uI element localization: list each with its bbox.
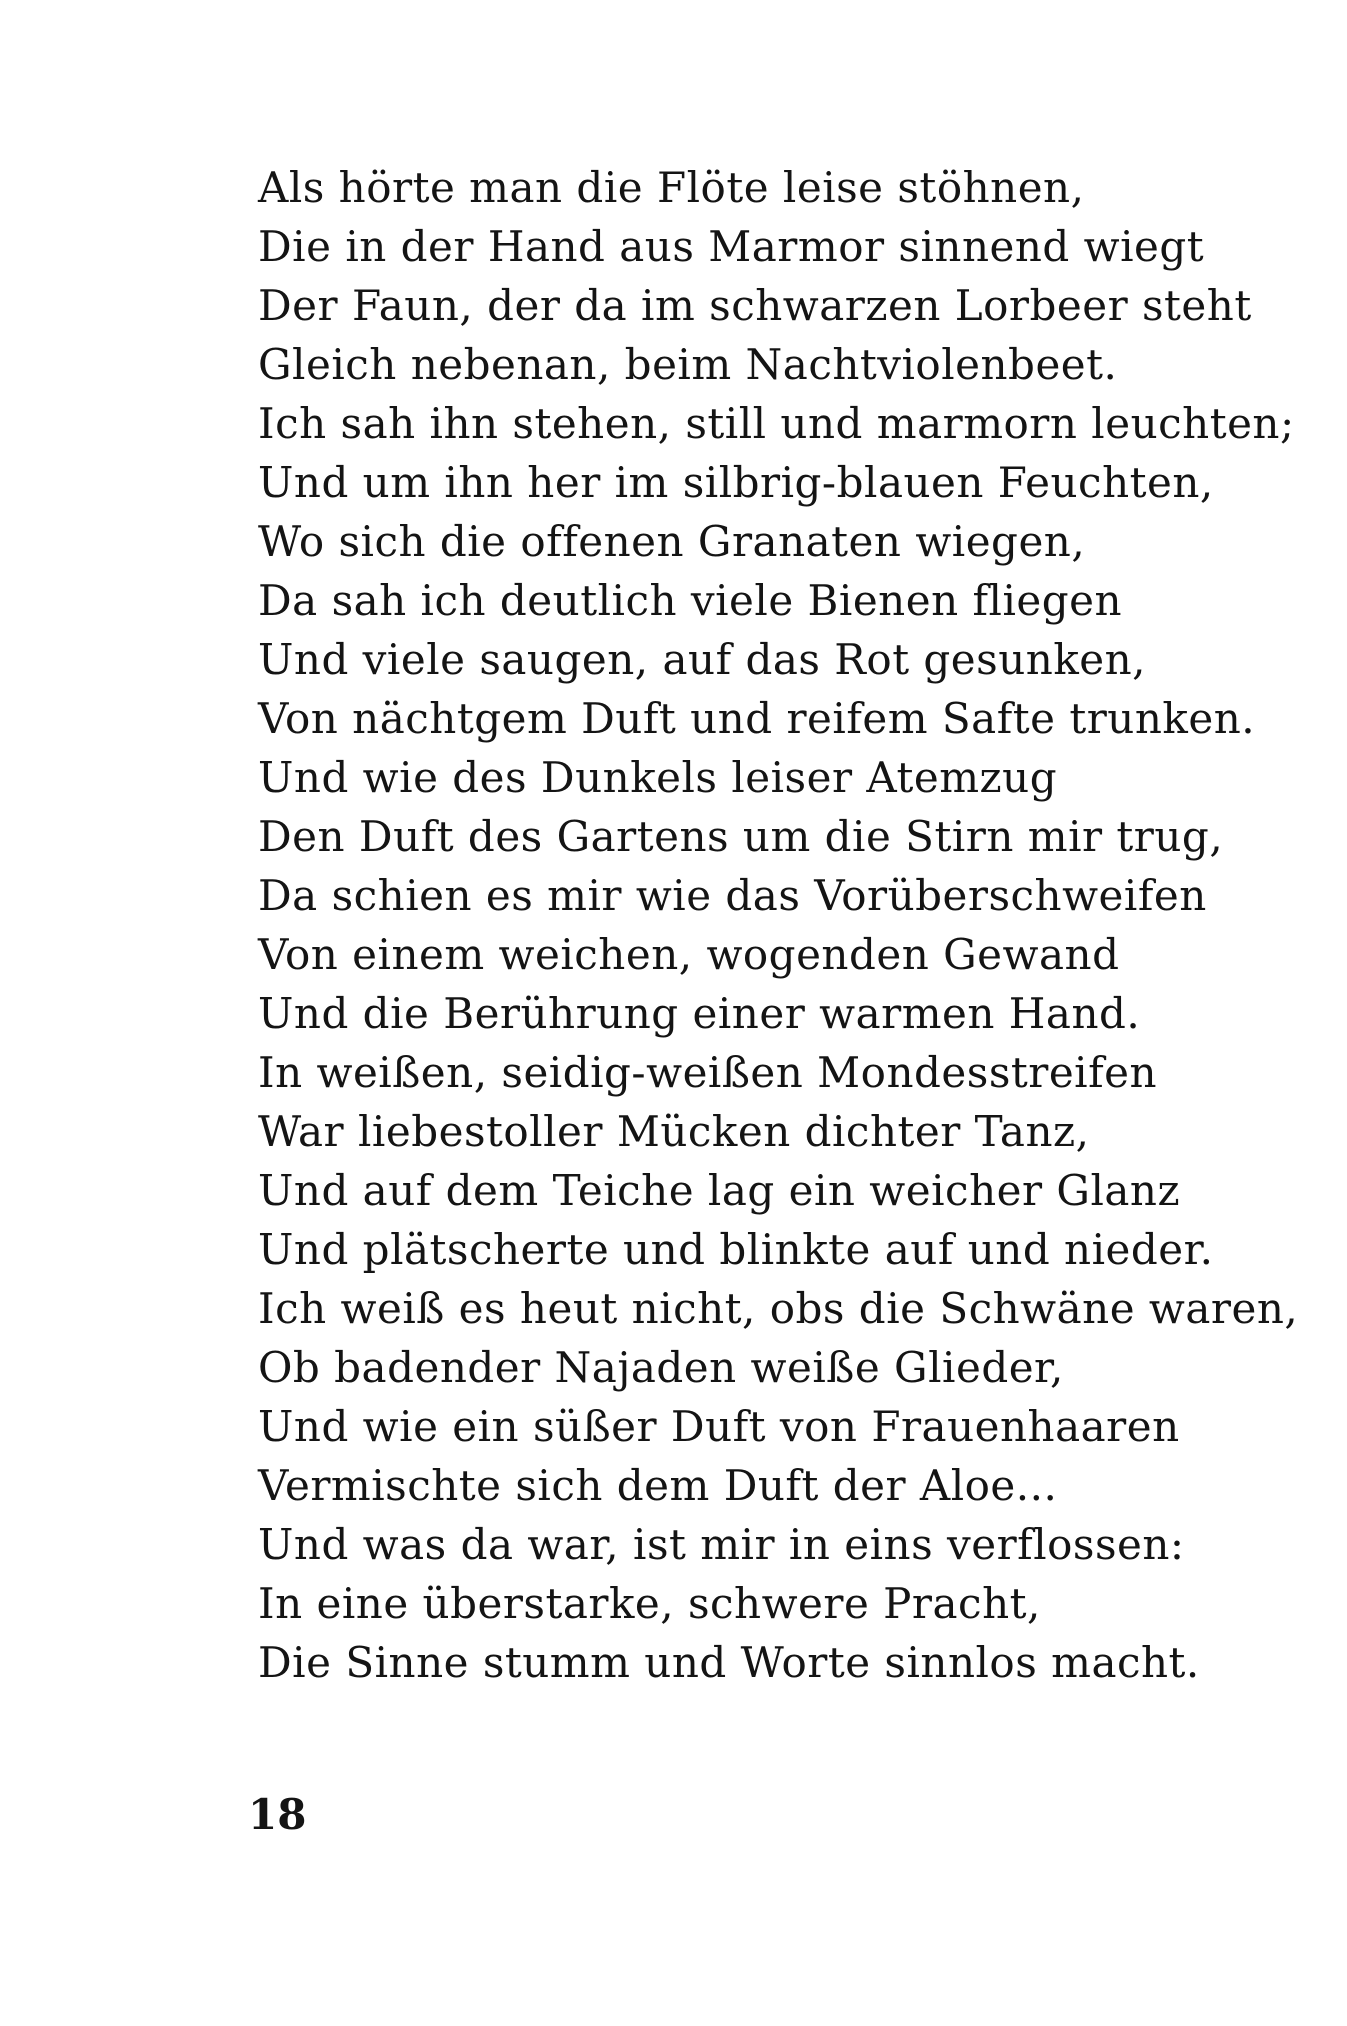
poem-line: Und die Berührung einer warmen Hand. <box>258 989 1141 1038</box>
poem-line: Der Faun, der da im schwarzen Lorbeer steht <box>258 281 1252 330</box>
poem-line: Und wie ein süßer Duft von Frauenhaaren <box>258 1402 1180 1451</box>
poem-line: Die in der Hand aus Marmor sinnend wiegt <box>258 222 1205 271</box>
poem-line: Von einem weichen, wogenden Gewand <box>258 930 1120 979</box>
poem-line: In weißen, seidig-weißen Mondesstreifen <box>258 1048 1158 1097</box>
poem-line: Und viele saugen, auf das Rot gesunken, <box>258 635 1147 684</box>
poem-text <box>258 158 1299 1692</box>
poem-line: War liebestoller Mücken dichter Tanz, <box>258 1107 1090 1156</box>
poem-line: Die Sinne stumm und Worte sinnlos macht. <box>258 1638 1200 1687</box>
poem-line: Wo sich die offenen Granaten wiegen, <box>258 517 1086 566</box>
poem-line: Und auf dem Teiche lag ein weicher Glanz <box>258 1166 1181 1215</box>
poem-line: Und plätscherte und blinkte auf und nieder. <box>258 1225 1214 1274</box>
poem-line: In eine überstarke, schwere Pracht, <box>258 1579 1041 1628</box>
poem-line: Ob badender Najaden weiße Glieder, <box>258 1343 1064 1392</box>
poem-line: Gleich nebenan, beim Nachtviolenbeet. <box>258 340 1118 389</box>
poem-line: Und um ihn her im silbrig-blauen Feuchten, <box>258 458 1214 507</box>
poem-line: Den Duft des Gartens um die Stirn mir trug, <box>258 812 1224 861</box>
poem-line: Da schien es mir wie das Vorüberschweifen <box>258 871 1207 920</box>
page-number: 18 <box>248 1790 307 1839</box>
poem-line: Und was da war, ist mir in eins verflossen: <box>258 1520 1185 1569</box>
poem-line: Als hörte man die Flöte leise stöhnen, <box>258 163 1085 212</box>
poem-line: Und wie des Dunkels leiser Atemzug <box>258 753 1058 802</box>
poem-line: Ich sah ihn stehen, still und marmorn leuchten; <box>258 399 1295 448</box>
poem-line: Von nächtgem Duft und reifem Safte trunken. <box>258 694 1256 743</box>
poem-line: Ich weiß es heut nicht, obs die Schwäne waren, <box>258 1284 1299 1333</box>
poem-line: Da sah ich deutlich viele Bienen fliegen <box>258 576 1123 625</box>
poem-line: Vermischte sich dem Duft der Aloe... <box>258 1461 1058 1510</box>
